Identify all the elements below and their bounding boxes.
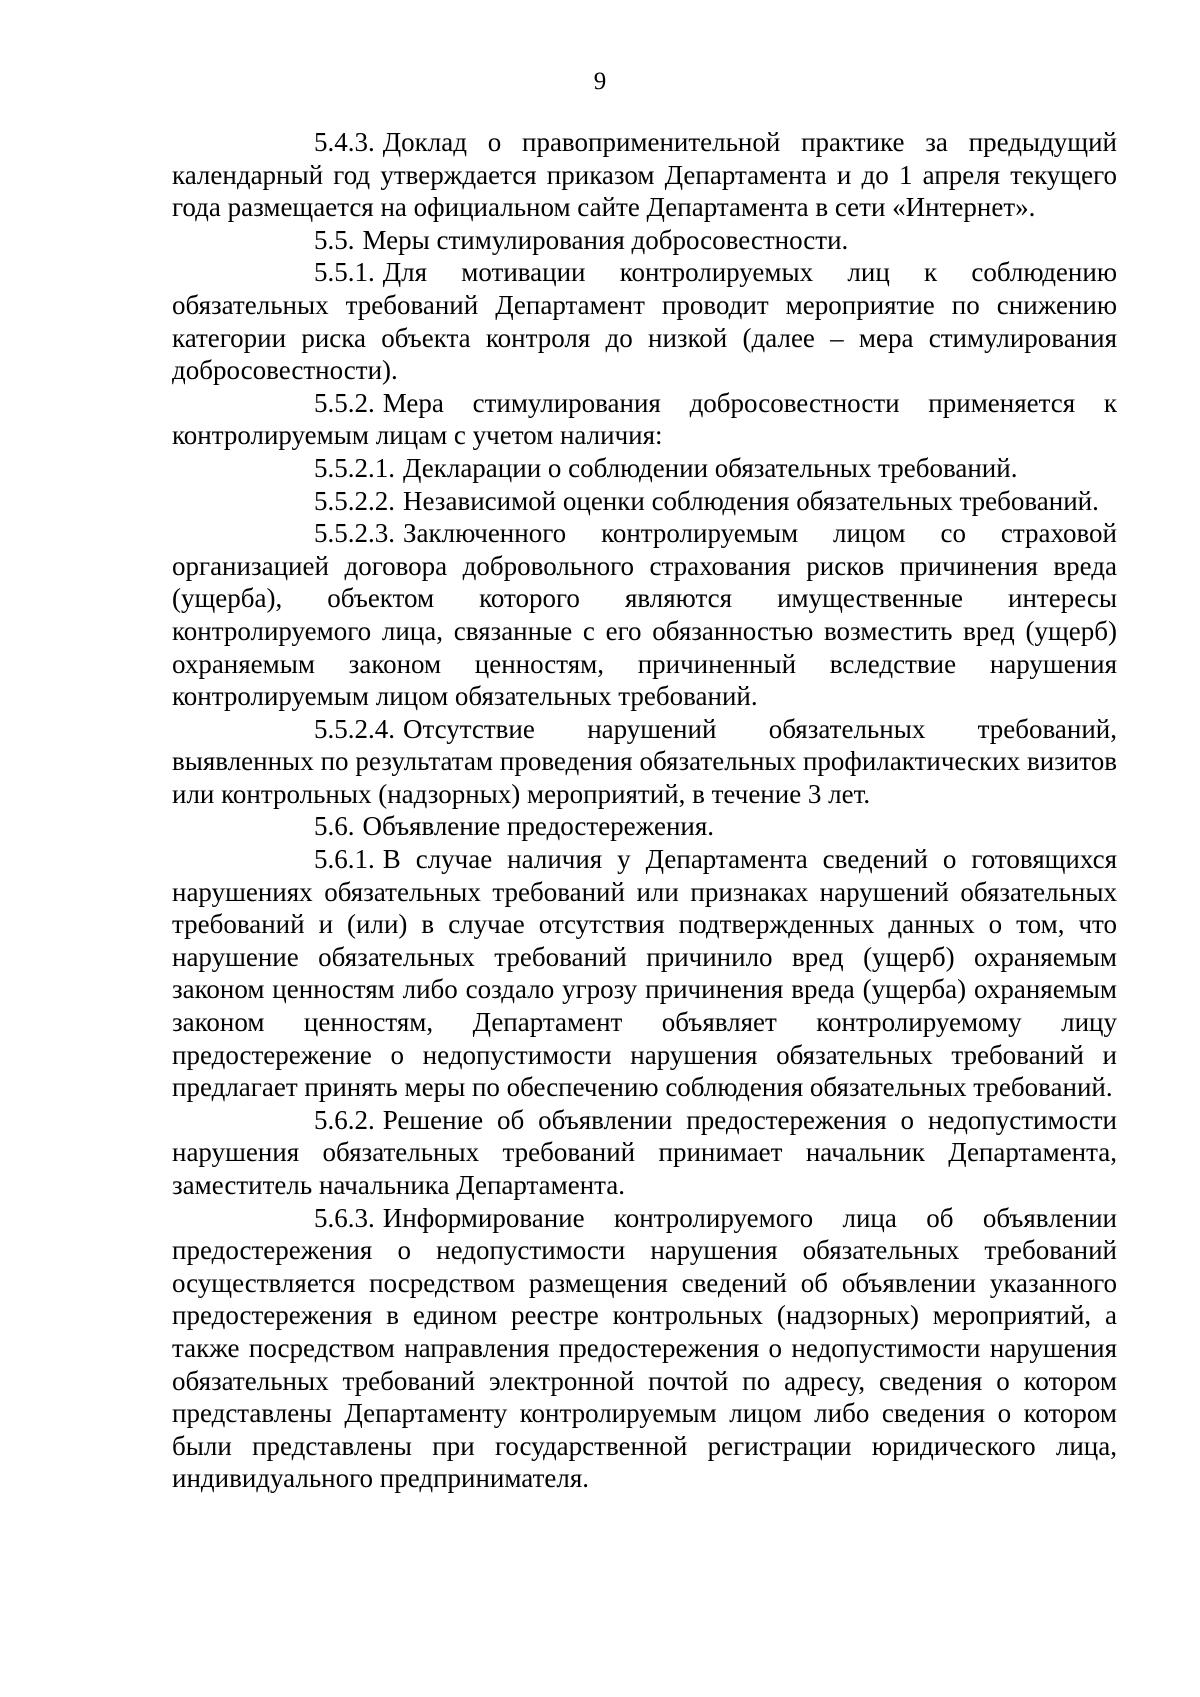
paragraph-text: Меры стимулирования добросовестности. (362, 224, 849, 255)
paragraph-number: 5.5. (314, 224, 355, 255)
paragraph-text: Объявление предостережения. (362, 811, 715, 842)
paragraph-5-4-3 (172, 126, 1117, 224)
paragraph-text: Решение об объявлении предостережения о недопустимости нарушения обязательных требований принимает начальник Департамента, заместитель начальника Департамента. (172, 1104, 1117, 1200)
paragraph-number: 5.5.2.4. (314, 713, 395, 744)
paragraph-text: Декларации о соблюдении обязательных требований. (403, 452, 1018, 483)
paragraph-5-5-2-1 (172, 452, 1117, 485)
paragraph-text: Независимой оценки соблюдения обязательных требований. (403, 485, 1099, 516)
paragraph-text: Для мотивации контролируемых лиц к соблюдению обязательных требований Департамент проводит мероприятие по снижению категории риска объекта контроля до низкой (далее – мера стимулирования добросовестности). (172, 257, 1117, 386)
paragraph-5-5-2-4 (172, 713, 1117, 811)
paragraph-5-5-1 (172, 256, 1117, 386)
paragraph-5-6-1 (172, 843, 1117, 1104)
paragraph-5-6-2 (172, 1104, 1117, 1202)
paragraph-text: Информирование контролируемого лица об объявлении предостережения о недопустимости нарушения обязательных требований осуществляется посредством размещения сведений об объявлении указанного предостережения в едином реестре контрольных (надзорных) мероприятий, а также посредством направления предостережения о недопустимости нарушения обязательных требований электронной почтой по адресу, сведения о котором представлены Департаменту контролируемым лицом либо сведения о котором были представлены при государственной регистрации юридического лица, индивидуального предпринимателя. (172, 1202, 1117, 1494)
paragraph-5-5-2 (172, 387, 1117, 452)
page-number: 9 (593, 68, 607, 95)
paragraph-number: 5.5.2.2. (314, 485, 395, 516)
paragraph-number: 5.6. (314, 811, 355, 842)
paragraph-5-6-3 (172, 1202, 1117, 1495)
paragraph-number: 5.6.1. (314, 844, 375, 875)
paragraph-number: 5.6.3. (314, 1202, 375, 1233)
paragraph-number: 5.4.3. (314, 127, 375, 157)
paragraph-number: 5.5.1. (314, 257, 375, 288)
paragraph-text: Мера стимулирования добросовестности применяется к контролируемым лицам с учетом наличия: (172, 387, 1117, 451)
document-body (172, 126, 1117, 1495)
paragraph-number: 5.5.2.3. (314, 518, 395, 549)
paragraph-5-6 (172, 810, 1117, 843)
paragraph-text: Доклад о правоприменительной практике за предыдущий календарный год утверждается приказом Департамента и до 1 апреля текущего года размещается на официальном сайте Департамента в сети «Интернет». (172, 127, 1117, 223)
paragraph-text: В случае наличия у Департамента сведений о готовящихся нарушениях обязательных требований или признаках нарушений обязательных требований и (или) в случае отсутствия подтвержденных данных о том, что нарушение обязательных требований причинило вред (ущерб) охраняемым законом ценностям либо создало угрозу причинения вреда (ущерба) охраняемым законом ценностям, Департамент объявляет контролируемому лицу предостережение о недопустимости нарушения обязательных требований и предлагает принять меры по обеспечению соблюдения обязательных требований. (172, 844, 1117, 1103)
paragraph-5-5 (172, 224, 1117, 257)
paragraph-number: 5.6.2. (314, 1104, 375, 1135)
paragraph-number: 5.5.2.1. (314, 452, 395, 483)
paragraph-5-5-2-2 (172, 485, 1117, 518)
paragraph-text: Отсутствие нарушений обязательных требований, выявленных по результатам проведения обязательных профилактических визитов или контрольных (надзорных) мероприятий, в течение 3 лет. (172, 713, 1117, 809)
paragraph-text: Заключенного контролируемым лицом со страховой организацией договора добровольного страхования рисков причинения вреда (ущерба), объектом которого являются имущественные интересы контролируемого лица, связанные с его обязанностью возместить вред (ущерб) охраняемым законом ценностям, причиненный вследствие нарушения контролируемым лицом обязательных требований. (172, 518, 1117, 712)
paragraph-5-5-2-3 (172, 517, 1117, 713)
paragraph-number: 5.5.2. (314, 387, 375, 418)
